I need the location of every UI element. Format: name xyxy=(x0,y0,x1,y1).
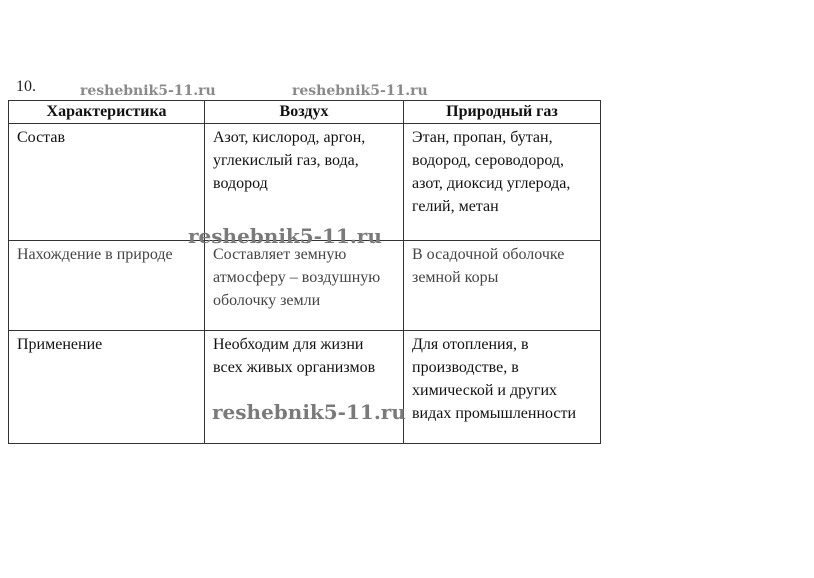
header-characteristic: Характеристика xyxy=(9,101,205,124)
table-header-row xyxy=(9,101,601,124)
watermark-top-center: reshebnik5-11.ru xyxy=(292,83,428,99)
table-row xyxy=(9,241,601,331)
row-label-usage: Применение xyxy=(9,331,205,444)
table-row xyxy=(9,331,601,444)
gas-occurrence: В осадочной оболочке земной коры xyxy=(404,241,601,331)
air-usage: Необходим для жизни всех живых организмов xyxy=(205,331,404,444)
row-label-composition: Состав xyxy=(9,124,205,241)
air-occurrence: Составляет земную атмосферу – воздушную оболочку земли xyxy=(205,241,404,331)
header-natural-gas: Природный газ xyxy=(404,101,601,124)
watermark-top-left: reshebnik5-11.ru xyxy=(80,83,216,99)
gas-composition: Этан, пропан, бутан, водород, сероводород, азот, диоксид углерода, гелий, метан xyxy=(404,124,601,241)
air-composition: Азот, кислород, аргон, углекислый газ, вода, водород xyxy=(205,124,404,241)
watermark-middle: reshebnik5-11.ru xyxy=(188,224,382,248)
header-air: Воздух xyxy=(205,101,404,124)
table-row xyxy=(9,124,601,241)
watermark-bottom: reshebnik5-11.ru xyxy=(212,400,406,424)
row-label-occurrence: Нахождение в природе xyxy=(9,241,205,331)
task-number: 10. xyxy=(16,78,36,95)
gas-usage: Для отопления, в производстве, в химической и других видах промышленности xyxy=(404,331,601,444)
comparison-table xyxy=(8,100,601,444)
